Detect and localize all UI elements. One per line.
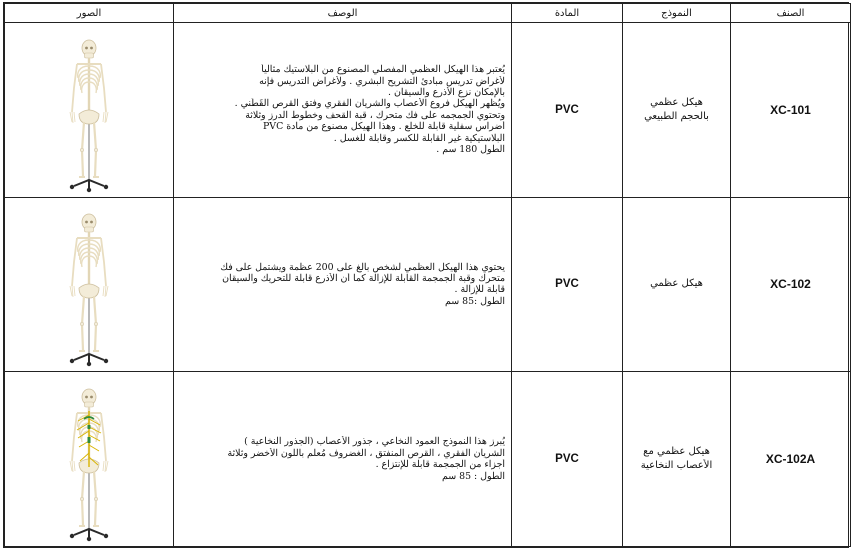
description-line: الشريان الفقري ، القرص المنفتق ، الغضروف مُعلم باللون الأخضر وثلاثة xyxy=(227,447,505,459)
description xyxy=(174,197,512,372)
description-line: يُعتبر هذا الهيكل العظمي المفصلي المصنوع من البلاستيك مثالياً xyxy=(261,64,505,76)
description-line: يحتوي هذا الهيكل العظمي لشخص بالغ على 200 عظمة ويشتمل على فك xyxy=(220,261,505,273)
material: PVC xyxy=(512,23,623,198)
header-code: الصنف xyxy=(731,4,851,23)
model-line: الأعصاب النخاعية xyxy=(640,460,713,472)
product-table xyxy=(4,3,851,547)
description xyxy=(174,372,512,547)
skeleton-model-icon xyxy=(44,200,134,368)
table-row xyxy=(5,372,851,547)
model-line: هيكل عظمي xyxy=(650,96,703,108)
item-code: XC-101 xyxy=(731,23,851,198)
description-line: الطول :85 سم xyxy=(445,295,505,307)
header-row xyxy=(5,4,851,23)
header-material: المادة xyxy=(512,4,623,23)
description-line: البلاستيكية غير القابلة للكسر وقابلة للغسل . xyxy=(333,132,505,144)
header-description: الوصف xyxy=(174,4,512,23)
description-line: بالإمكان نزع الأذرع والسيقان . xyxy=(388,87,505,99)
description-line: أجزاء من الجمجمة قابلة للإنتزاع . xyxy=(375,459,505,471)
skeleton-model-icon xyxy=(44,26,134,194)
model-name xyxy=(623,23,731,198)
description-line: قابلة للإزالة . xyxy=(454,284,505,296)
skeleton-nerves-model-icon xyxy=(44,375,134,543)
description-line: وتحتوي الجمجمه على فك متحرك ، قبة القحف وخطوط الدرز وثلاثة xyxy=(245,109,505,121)
model-line: هيكل عظمي مع xyxy=(643,446,710,458)
product-photo xyxy=(5,23,174,198)
product-photo xyxy=(5,197,174,372)
model-name xyxy=(623,372,731,547)
table-row xyxy=(5,197,851,372)
description-line: الطول : 85 سم xyxy=(442,470,505,482)
description-line: متحرك وقبة الجمجمة القابلة للإزالة كما أن الأذرع قابلة للتحريك والسيقان xyxy=(222,273,505,285)
material: PVC xyxy=(512,372,623,547)
header-model: النموذج xyxy=(623,4,731,23)
product-photo xyxy=(5,372,174,547)
item-code: XC-102A xyxy=(731,372,851,547)
description-line: الطول 180 سم . xyxy=(436,144,505,156)
description-line: لأغراض تدريس مبادئ التشريح البشري . ولأغراض التدريس فإنه xyxy=(259,75,505,87)
table-row xyxy=(5,23,851,198)
description xyxy=(174,23,512,198)
item-code: XC-102 xyxy=(731,197,851,372)
description-line: ويُظهر الهيكل فروع الأعصاب والشريان الفقري وفتق القرص القَطَني . xyxy=(234,98,505,110)
model-name xyxy=(623,197,731,372)
description-line: يُبرز هذا النموذج العمود النخاعي ، جذور الأعصاب (الجذور النخاعية ) xyxy=(244,436,505,448)
model-line: هيكل عظمي xyxy=(650,278,703,290)
model-line: بالحجم الطبيعي xyxy=(644,110,709,122)
description-line: أضراس سفلية قابلة للخلع . وهذا الهيكل مصنوع من مادة PVC xyxy=(263,121,505,133)
material: PVC xyxy=(512,197,623,372)
product-sheet xyxy=(3,2,849,548)
header-image: الصور xyxy=(5,4,174,23)
